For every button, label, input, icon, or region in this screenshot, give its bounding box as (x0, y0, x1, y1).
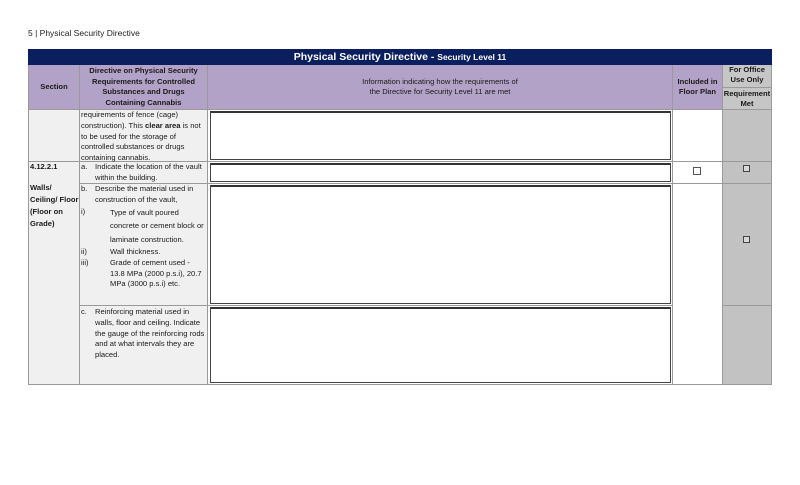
item-c-directive-cell (80, 306, 208, 385)
section-number: 4.12.2.1 (30, 162, 58, 171)
column-header-info-line2: the Directive for Security Level 11 are met (369, 87, 511, 96)
row1-directive-text-end: is not to be used for the storage of controlled substances or drugs containing cannabis. (81, 120, 201, 163)
subitem-iii-label: iii) (81, 257, 89, 267)
item-a-floor-plan-checkbox[interactable] (693, 167, 701, 175)
item-b-office-cell (723, 184, 772, 306)
item-a-directive-cell (80, 162, 208, 184)
column-header-office-use (723, 65, 772, 110)
item-b-directive-cell (80, 184, 208, 306)
item-c-info-input[interactable] (210, 307, 671, 383)
row1-office-cell (723, 110, 772, 162)
column-header-section: Section (28, 65, 80, 110)
row1-floor-plan-cell (673, 110, 723, 162)
section-cell-4-12-2-1 (28, 162, 80, 385)
item-b-info-cell (208, 184, 673, 306)
column-header-floor-plan: Included in Floor Plan (673, 65, 723, 110)
subitem-iii-text: Grade of cement used - 13.8 MPa (2000 p.s.i), 20.7 MPa (3000 p.s.i) etc. (110, 257, 202, 289)
page-header: 5 | Physical Security Directive (28, 28, 140, 38)
item-b-c-floor-plan-cell (673, 184, 723, 385)
item-c-office-cell (723, 306, 772, 385)
item-b-label: b. (81, 184, 88, 193)
row1-info-cell (208, 110, 673, 162)
subitem-ii-label: ii) (81, 247, 87, 257)
section-name: Walls/ Ceiling/ Floor (Floor on Grade) (30, 182, 79, 228)
item-b-text: Describe the material used in construction of the vault, (95, 184, 194, 204)
row1-directive-cell (80, 110, 208, 162)
item-a-text: Indicate the location of the vault within the building. (95, 162, 202, 182)
column-header-requirement-met: Requirement Met (723, 88, 771, 108)
item-a-floor-plan-cell (673, 162, 723, 184)
column-header-info-line1: Information indicating how the requirements of (362, 76, 518, 86)
subitem-ii-text: Wall thickness. (110, 247, 161, 257)
item-b-info-input[interactable] (210, 185, 671, 304)
item-b-requirement-met-checkbox[interactable] (743, 236, 750, 243)
item-a-office-cell (723, 162, 772, 184)
column-header-directive: Directive on Physical Security Requirements for Controlled Substances and Drugs Containing Cannabis (80, 65, 208, 110)
item-a-info-cell (208, 162, 673, 184)
row1-info-input[interactable] (210, 111, 671, 160)
column-header-information (208, 65, 673, 110)
item-c-text: Reinforcing material used in walls, floor and ceiling. Indicate the gauge of the reinforcing rods and at what intervals they are placed. (95, 307, 205, 360)
item-a-info-input[interactable] (210, 163, 671, 182)
item-c-label: c. (81, 307, 87, 316)
column-header-office-use-top: For Office Use Only (723, 64, 771, 88)
item-a-label: a. (81, 162, 88, 171)
row1-directive-text: requirements of fence (cage) construction). This (81, 110, 179, 130)
row1-directive-bold: clear area (145, 120, 181, 130)
table-title (28, 49, 772, 65)
item-a-requirement-met-checkbox[interactable] (743, 165, 750, 172)
item-c-info-cell (208, 306, 673, 385)
table-title-level: Security Level 11 (437, 52, 507, 62)
subitem-i-text: Type of vault poured concrete or cement block or laminate construction. (110, 207, 204, 244)
subitem-i-label: i) (81, 206, 86, 216)
table-title-main: Physical Security Directive - (293, 51, 438, 63)
row1-section-cell (28, 110, 80, 162)
